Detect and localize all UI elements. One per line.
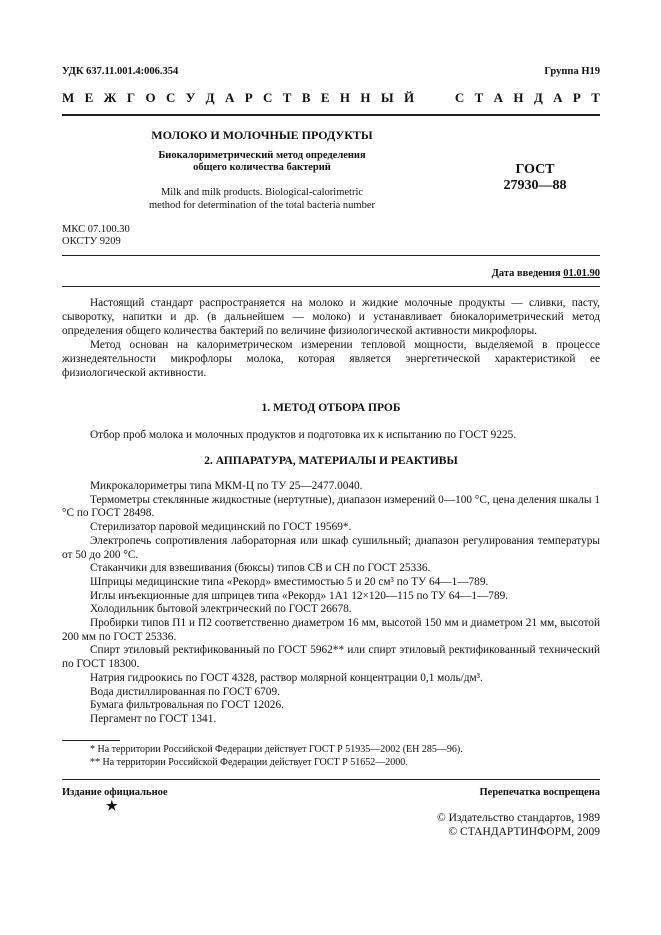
list-item: Иглы инъекционные для шприцев типа «Рекорд» 1А1 12×120—115 по ТУ 64—1—789. (90, 589, 509, 602)
date-rule (62, 286, 600, 287)
heading-letter: С (263, 90, 273, 105)
official-edition: Издание официальное (62, 787, 168, 798)
heading-letter: Н (360, 90, 371, 105)
heading-letter: Р (572, 90, 581, 105)
footnote-2: ** На территории Российской Федерации действует ГОСТ Р 51652—2000. (90, 757, 408, 768)
footer-rule (62, 779, 600, 780)
section-1-title: 1. МЕТОД ОТБОРА ПРОБ (261, 402, 401, 414)
heading-letter: Т (474, 90, 484, 105)
english-title-1: Milk and milk products. Biological-calorimetric (160, 187, 364, 198)
list-item: Электропечь сопротивления лабораторная или шкаф сушильный; диапазон регулирования температуры от 50 до 200 °С. (62, 534, 600, 561)
heading-letter: А (553, 90, 563, 105)
heading-letter: Н (339, 90, 351, 105)
mks-code: МКС 07.100.30 (62, 224, 130, 235)
heading-letter: О (145, 90, 156, 105)
heading-letter: Е (320, 90, 330, 105)
list-item: Холодильник бытовой электрический по ГОСТ 26678. (90, 603, 352, 616)
intro-paragraph-1: Настоящий стандарт распространяется на молоко и жидкие молочные продукты — сливки, пасту, сыворотку, напитки и др. (в дальнейшем — молоко) и устанавливает биокалориметрический метод определения общего количества бактерий по величине физиологической активности микрофлоры. (62, 297, 600, 337)
list-item: Бумага фильтровальная по ГОСТ 12026. (90, 699, 284, 712)
interstate-standard-heading (62, 90, 600, 106)
gost-number: 27930—88 (503, 178, 567, 193)
list-item: Шприцы медицинские типа «Рекорд» вместимостью 5 и 20 см³ по ТУ 64—1—789. (90, 575, 489, 588)
header-rule (62, 114, 600, 116)
list-item: Стерилизатор паровой медицинский по ГОСТ 19569*. (90, 521, 352, 534)
list-item: Пробирки типов П1 и П2 соответственно диаметром 16 мм, высотой 150 мм и диаметром 21 мм, высотой 200 мм по ГОСТ 25336. (62, 617, 600, 643)
introduction-date (492, 268, 600, 279)
heading-letter: Й (403, 90, 415, 105)
heading-letter: С (166, 90, 176, 105)
introduction-date-value: 01.01.90 (563, 268, 600, 279)
heading-letter: У (185, 90, 196, 105)
equipment-list (62, 480, 600, 727)
introduction-date-label: Дата введения (491, 268, 561, 279)
intro-text (62, 296, 600, 380)
star-icon: ★ (106, 798, 118, 813)
document-subtitle-1: Биокалориметрический метод определения (158, 150, 366, 161)
list-item: Спирт этиловый ректификованный по ГОСТ 5962** или спирт этиловый ректификованный технический по ГОСТ 18300. (62, 644, 600, 671)
heading-gap (424, 90, 444, 106)
heading-letter: Т (282, 90, 292, 105)
copyright-1: © Издательство стандартов, 1989 (436, 812, 600, 824)
heading-letter: В (301, 90, 311, 105)
heading-letter: Ж (103, 90, 117, 105)
heading-letter: Е (84, 90, 94, 105)
heading-letter: А (224, 90, 235, 105)
heading-letter: Н (513, 90, 524, 105)
reprint-prohibited: Перепечатка воспрещена (479, 787, 600, 798)
heading-letter: Р (244, 90, 253, 105)
heading-letter: Т (591, 90, 600, 105)
footnote-1: * На территории Российской Федерации действует ГОСТ Р 51935—2002 (ЕН 285—96). (90, 744, 463, 755)
intro-paragraph-2: Метод основан на калориметрическом измерении тепловой мощности, выделяемой в процессе жизнедеятельности микрофлоры молока, которая является энергетической характеристикой ее физиологической активности. (62, 339, 600, 379)
copyright-2: © СТАНДАРТИНФОРМ, 2009 (448, 826, 600, 838)
section-2-title: 2. АППАРАТУРА, МАТЕРИАЛЫ И РЕАКТИВЫ (204, 455, 458, 467)
heading-letter: Г (126, 90, 136, 105)
document-subtitle-2: общего количества бактерий (193, 162, 331, 173)
udk-code: УДК 637.11.001.4:006.354 (62, 66, 179, 77)
gost-label: ГОСТ (515, 162, 555, 177)
list-item: Пергамент по ГОСТ 1341. (90, 712, 217, 725)
okstu-code: ОКСТУ 9209 (62, 236, 121, 247)
list-item: Микрокалориметры типа МКМ-Ц по ТУ 25—2477.0040. (90, 480, 363, 492)
english-title-2: method for determination of the total bacteria number (149, 200, 375, 211)
list-item: Стаканчики для взвешивания (бюксы) типов СВ и СН по ГОСТ 25336. (90, 562, 431, 575)
section-1-text: Отбор проб молока и молочных продуктов и подготовка их к испытанию по ГОСТ 9225. (90, 429, 517, 441)
footnote-separator (62, 740, 120, 741)
classifier-rule (62, 255, 600, 256)
heading-letter: М (62, 90, 75, 105)
list-item: Вода дистиллированная по ГОСТ 6709. (90, 685, 280, 698)
list-item: Натрия гидроокись по ГОСТ 4328, раствор молярной концентрации 0,1 моль/дм³. (90, 671, 483, 684)
heading-letter: А (493, 90, 503, 105)
section-1-text-block (62, 428, 600, 442)
heading-letter: Ы (380, 90, 394, 105)
heading-letter: С (454, 90, 465, 105)
list-item: Термометры стеклянные жидкостные (нертутные), диапазон измерений 0—100 °С, цена деления шкалы 1 °С по ГОСТ 28498. (62, 493, 600, 520)
document-title: МОЛОКО И МОЛОЧНЫЕ ПРОДУКТЫ (151, 128, 373, 142)
group-code: Группа Н19 (544, 66, 600, 77)
heading-letter: Д (533, 90, 543, 105)
heading-letter: Д (205, 90, 215, 105)
